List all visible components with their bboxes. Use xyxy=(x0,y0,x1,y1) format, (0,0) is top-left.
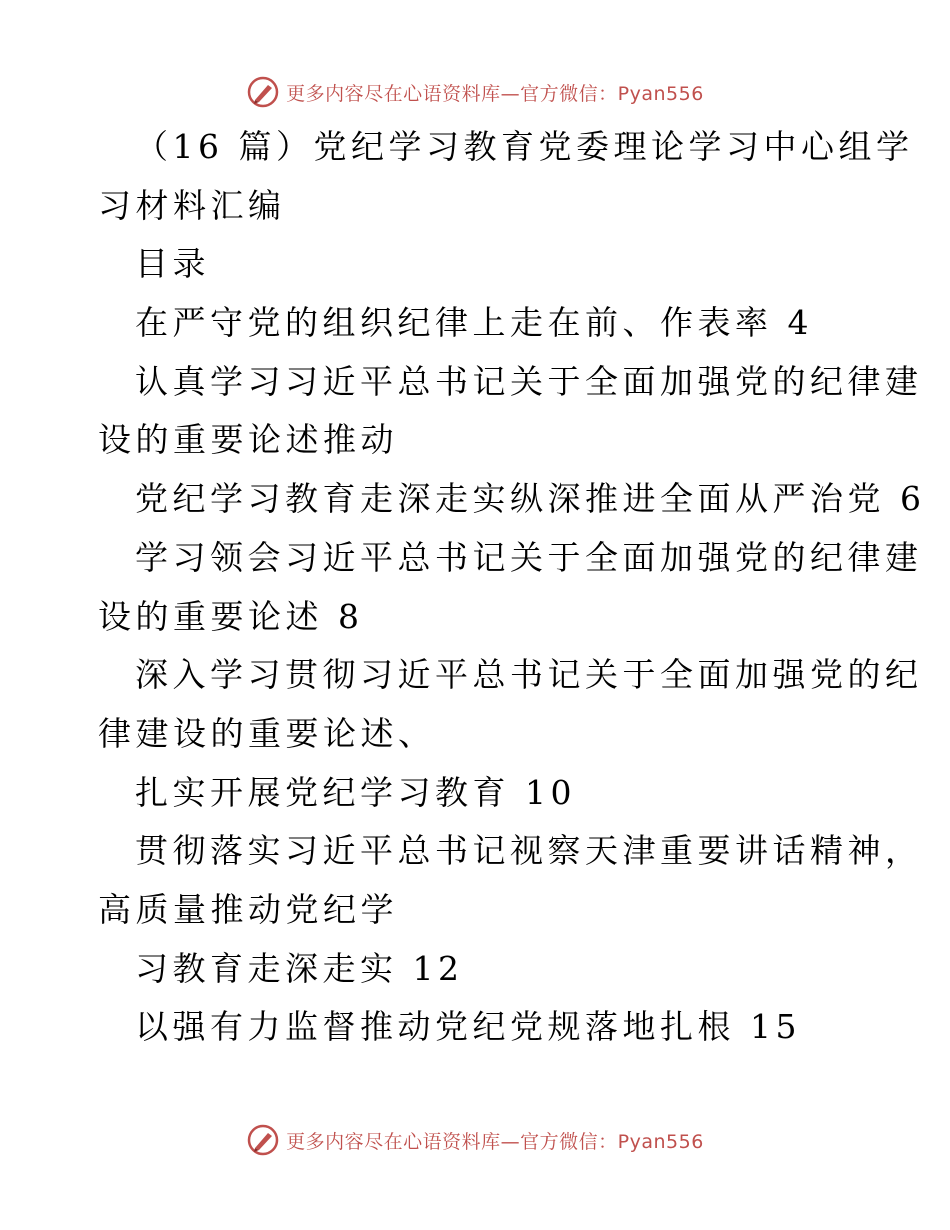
watermark-text: 更多内容尽在心语资料库—官方微信：Pyan556 xyxy=(286,82,704,105)
document-body xyxy=(98,118,926,1057)
footer-watermark xyxy=(0,1120,950,1160)
document-line: （16 篇）党纪学习教育党委理论学习中心组学 xyxy=(135,127,914,166)
document-line: 学习领会习近平总书记关于全面加强党的纪律建 xyxy=(135,537,923,577)
document-line: 扎实开展党纪学习教育 10 xyxy=(135,772,576,812)
watermark-text: 更多内容尽在心语资料库—官方微信：Pyan556 xyxy=(286,1130,704,1153)
document-line: 党纪学习教育走深走实纵深推进全面从严治党 6 xyxy=(135,479,926,519)
document-line: 设的重要论述 8 xyxy=(98,596,364,636)
document-line: 设的重要论述推动 xyxy=(98,420,398,460)
document-line: 在严守党的组织纪律上走在前、作表率 4 xyxy=(135,303,813,343)
header-watermark xyxy=(0,72,950,112)
document-line: 认真学习习近平总书记关于全面加强党的纪律建 xyxy=(135,361,923,401)
document-line: 深入学习贯彻习近平总书记关于全面加强党的纪 xyxy=(135,655,923,695)
document-line: 高质量推动党纪学 xyxy=(98,889,398,929)
pen-logo-icon xyxy=(246,1123,280,1157)
pen-logo-icon xyxy=(246,75,280,109)
document-line: 以强有力监督推动党纪党规落地扎根 15 xyxy=(135,1007,801,1047)
document-line: 习教育走深走实 12 xyxy=(135,948,464,988)
document-line: 目录 xyxy=(135,244,210,284)
document-line: 贯彻落实习近平总书记视察天津重要讲话精神， xyxy=(135,831,923,871)
document-line: 习材料汇编 xyxy=(98,185,286,225)
document-line: 律建设的重要论述、 xyxy=(98,713,436,753)
